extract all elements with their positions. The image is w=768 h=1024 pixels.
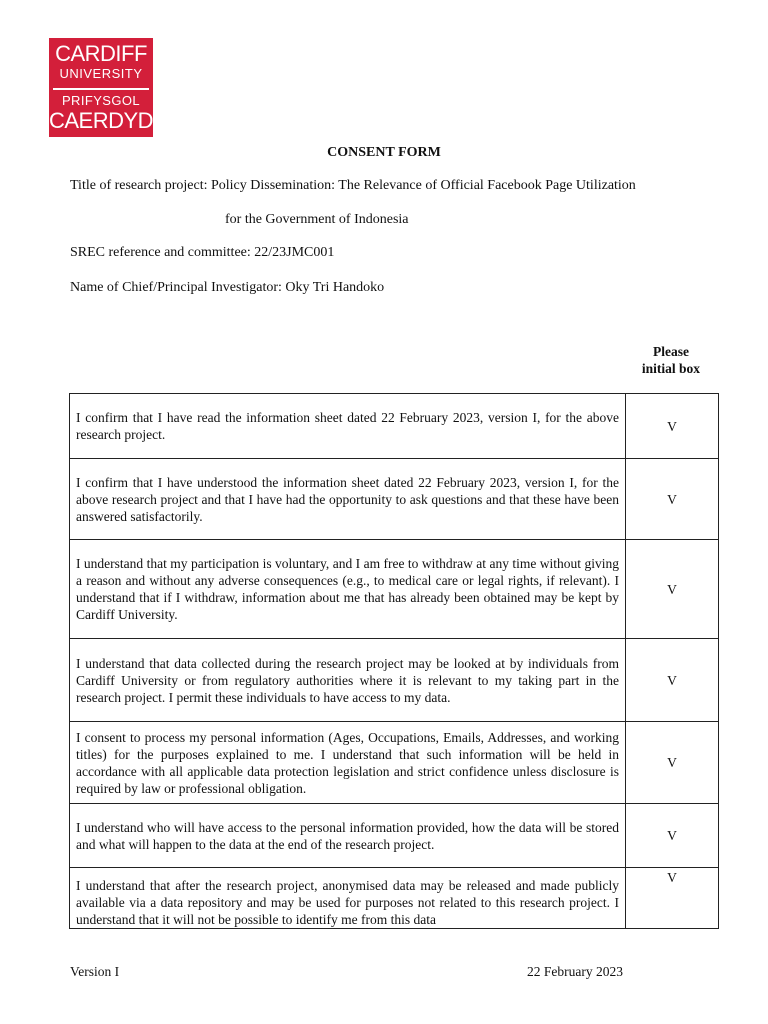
statement-text: I understand that after the research project, anonymised data may be released and made publicly available via a data repository and may be used for purposes not related to this research project. I understand that it will not be possible to identify me from this data xyxy=(70,868,626,929)
initial-box[interactable]: V xyxy=(626,804,719,868)
table-row xyxy=(70,459,719,540)
table-row xyxy=(70,804,719,868)
footer-version: Version I xyxy=(70,964,120,979)
cardiff-university-logo xyxy=(49,38,169,137)
initial-header-line1: Please xyxy=(653,344,689,359)
table-row xyxy=(70,394,719,459)
initial-box-header xyxy=(626,343,716,377)
table-row xyxy=(70,639,719,722)
logo-line-cardiff: CARDIFF xyxy=(55,41,147,66)
initial-box[interactable]: V xyxy=(626,394,719,459)
footer-date: 22 February 2023 xyxy=(527,964,623,979)
table-row xyxy=(70,722,719,804)
initial-box[interactable]: V xyxy=(626,639,719,722)
consent-table xyxy=(69,393,719,929)
project-title-line2: for the Government of Indonesia xyxy=(225,212,409,227)
statement-text: I consent to process my personal information (Ages, Occupations, Emails, Addresses, and working titles) for the purposes explained to me. I understand that such information will be held in accordance with all applicable data protection legislation and strict confidence unless disclosure is required by law or professional obligation. xyxy=(70,722,626,804)
initial-box[interactable]: V xyxy=(626,540,719,639)
logo-line-caerdydd: CAERDYDD xyxy=(49,108,169,133)
initial-header-line2: initial box xyxy=(641,361,701,376)
srec-reference: SREC reference and committee: 22/23JMC001 xyxy=(70,245,335,260)
logo-divider xyxy=(53,88,149,90)
statement-text: I understand that data collected during the research project may be looked at by individuals from Cardiff University or from regulatory authorities where it is relevant to my taking part in the research project. I permit these individuals to have access to my data. xyxy=(70,639,626,722)
statement-text: I confirm that I have understood the information sheet dated 22 February 2023, version I, for the above research project and that I have had the opportunity to ask questions and that these have been answered satisfactorily. xyxy=(70,459,626,540)
statement-text: I understand who will have access to the personal information provided, how the data will be stored and what will happen to the data at the end of the research project. xyxy=(70,804,626,868)
statement-text: I confirm that I have read the information sheet dated 22 February 2023, version I, for the above research project. xyxy=(70,394,626,459)
initial-box[interactable]: V xyxy=(626,459,719,540)
table-row xyxy=(70,540,719,639)
form-title: CONSENT FORM xyxy=(327,145,441,160)
logo-line-prifysgol: PRIFYSGOL xyxy=(61,93,140,108)
initial-box[interactable]: V xyxy=(626,868,719,929)
logo-line-university: UNIVERSITY xyxy=(59,66,143,81)
initial-box[interactable]: V xyxy=(626,722,719,804)
table-row xyxy=(70,868,719,929)
principal-investigator: Name of Chief/Principal Investigator: Oky Tri Handoko xyxy=(70,280,385,295)
project-title-line1: Title of research project: Policy Dissemination: The Relevance of Official Facebook Page Utilization xyxy=(70,178,636,193)
statement-text: I understand that my participation is voluntary, and I am free to withdraw at any time without giving a reason and without any adverse consequences (e.g., to medical care or legal rights, if relevant). I understand that if I withdraw, information about me that has already been obtained may be kept by Cardiff University. xyxy=(70,540,626,639)
